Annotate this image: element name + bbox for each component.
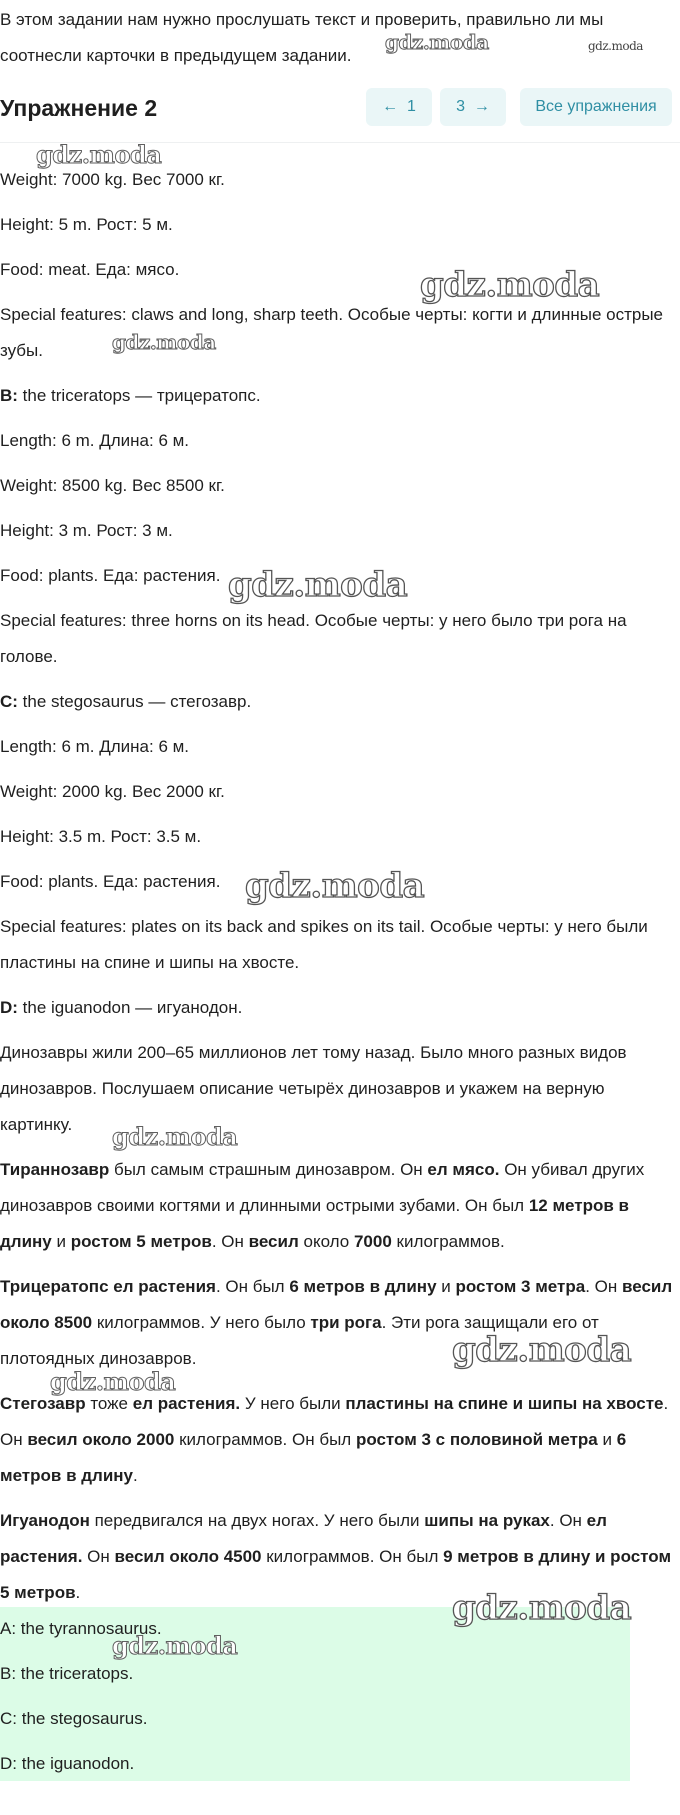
story-paragraph-tyrannosaurus [0,1152,676,1260]
text-line: Special features: three horns on its head. Особые черты: у него было три рога на голове. [0,611,627,666]
text-line: Height: 3.5 m. Рост: 3.5 м. [0,827,202,846]
watermark: gdz.moda [588,39,643,53]
story-fragment: ел растения. [132,1394,241,1413]
watermark: gdz.moda [385,30,489,54]
solution-content [0,162,676,1620]
story-fragment: и [51,1232,71,1251]
story-fragment: . [75,1583,81,1602]
watermark: gdz.moda [50,1367,176,1396]
text-line: Special features: plates on its back and spikes on its tail. Особые черты: у него были пластины на спине и шипы на хвосте. [0,917,648,972]
story-fragment: Тираннозавр [0,1160,110,1179]
watermark: gdz.moda [228,565,408,605]
answer-line: C: the stegosaurus. [0,1709,148,1728]
text-line [0,378,676,414]
page-title: Упражнение 2 [0,95,158,121]
arrow-right-icon: → [473,98,490,115]
story-fragment: . Он [0,1394,669,1449]
text-line: Weight: 8500 kg. Вес 8500 кг. [0,476,225,495]
card-name: the iguanodon — игуанодон. [17,998,243,1017]
text-line: Food: plants. Еда: растения. [0,872,221,891]
story-fragment: Он [82,1547,115,1566]
story-fragment: . Эти рога защищали его от плотоядных динозавров. [0,1313,599,1368]
story-paragraph-triceratops [0,1269,676,1377]
story-fragment: тоже [85,1394,133,1413]
card-name: the triceratops — трицератопс. [17,386,261,405]
answer-box [0,1607,630,1781]
next-exercise-button[interactable] [440,88,506,126]
story-fragment: ростом 3 метра [455,1277,586,1296]
story-fragment: ел растения. [0,1511,607,1566]
story-fragment: килограммов. [391,1232,505,1251]
all-exercises-button[interactable]: Все упражнения [520,88,672,126]
story-fragment: весил около 8500 [0,1277,673,1332]
card-letter: B: [0,386,18,405]
next-exercise-label: 3 [456,98,465,115]
story-fragment: 12 метров в длину [0,1196,629,1251]
story-fragment: килограммов. Он был [261,1547,444,1566]
watermark: gdz.moda [36,140,162,169]
watermark: gdz.moda [112,330,216,354]
story-fragment: весил [248,1232,299,1251]
text-line: Food: meat. Еда: мясо. [0,260,180,279]
story-fragment: Он убивал других динозавров своими когтями и длинными острыми зубами. Он был [0,1160,645,1215]
story-fragment: . Он был [215,1277,290,1296]
intro-text [0,2,672,74]
watermark: gdz.moda [452,1330,632,1370]
text-line [0,990,676,1026]
story-fragment: 6 метров в длину [0,1430,627,1485]
story-paragraph-stegosaurus [0,1386,676,1494]
story-fragment: Трицератопс ел растения [0,1277,216,1296]
story-fragment: 6 метров в длину [289,1277,437,1296]
arrow-left-icon: ← [382,98,399,115]
story-paragraph-iguanodon [0,1503,676,1611]
watermark: gdz.moda [112,1122,238,1151]
story-intro: Динозавры жили 200–65 миллионов лет тому назад. Было много разных видов динозавров. Послушаем описание четырёх динозавров и укажем на верную картинку. [0,1043,627,1134]
text-line: Length: 6 m. Длина: 6 м. [0,737,190,756]
story-fragment: ростом 3 с половиной метра [355,1430,598,1449]
prev-exercise-label: 1 [406,98,416,115]
story-fragment: . Он [585,1277,622,1296]
text-line: Food: plants. Еда: растения. [0,566,221,585]
text-line: Weight: 7000 kg. Вес 7000 кг. [0,170,225,189]
prev-exercise-button[interactable] [366,88,432,126]
story-fragment: У него были [240,1394,346,1413]
story-fragment: был самым страшным динозавром. Он [109,1160,428,1179]
story-fragment: три рога [310,1313,382,1332]
story-fragment: и [436,1277,456,1296]
text-line: Special features: claws and long, sharp teeth. Особые черты: когти и длинные острые зубы. [0,305,663,360]
text-line [0,684,676,720]
watermark: gdz.moda [452,1588,632,1628]
story-fragment: весил около 4500 [114,1547,262,1566]
story-fragment: ел мясо. [427,1160,500,1179]
story-fragment: . Он [211,1232,249,1251]
story-fragment: 9 метров в длину и ростом 5 метров [0,1547,672,1602]
watermark: gdz.moda [420,265,600,305]
card-letter: C: [0,692,18,711]
text-line: Height: 3 m. Рост: 3 м. [0,521,173,540]
story-fragment: килограммов. Он был [174,1430,356,1449]
text-line: Weight: 2000 kg. Вес 2000 кг. [0,782,225,801]
story-fragment: Стегозавр [0,1394,86,1413]
intro-line: соотнесли карточки в предыдущем задании. [0,46,352,65]
story-fragment: пластины на спине и шипы на хвосте [345,1394,664,1413]
story-fragment: передвигался на двух ногах. У него были [89,1511,425,1530]
story-fragment: и [597,1430,617,1449]
intro-line: В этом задании нам нужно прослушать текст и проверить, правильно ли мы [0,10,604,29]
story-fragment: . [133,1466,138,1485]
watermark: gdz.moda [245,866,425,906]
text-line: Length: 6 m. Длина: 6 м. [0,431,190,450]
story-fragment: весил около 2000 [27,1430,175,1449]
story-fragment: ростом 5 метров [70,1232,212,1251]
text-line: Height: 5 m. Рост: 5 м. [0,215,173,234]
story-fragment: 7000 [353,1232,392,1251]
story-fragment: Игуанодон [0,1511,90,1530]
card-letter: D: [0,998,18,1017]
story-fragment: килограммов. У него было [92,1313,311,1332]
watermark: gdz.moda [112,1631,238,1660]
card-name: the stegosaurus — стегозавр. [17,692,252,711]
answer-line: A: the tyrannosaurus. [0,1619,162,1638]
header-divider [0,142,680,143]
story-fragment: . Он [549,1511,587,1530]
story-fragment: около [298,1232,354,1251]
story-fragment: шипы на руках [424,1511,550,1530]
answer-line: D: the iguanodon. [0,1754,135,1773]
answer-line: B: the triceratops. [0,1664,134,1683]
